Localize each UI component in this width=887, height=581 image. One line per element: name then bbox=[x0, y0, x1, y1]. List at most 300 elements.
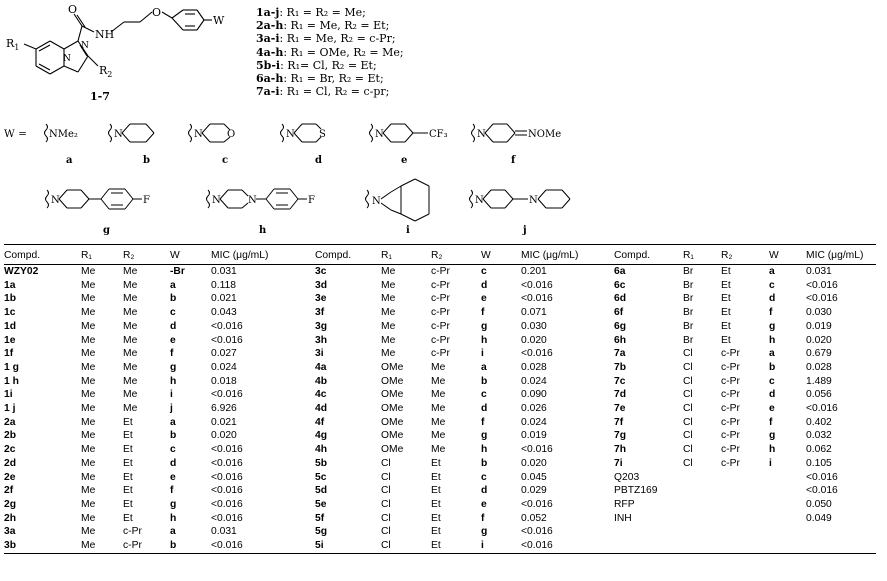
table-row bbox=[4, 416, 876, 430]
substituent-c-atom: O bbox=[227, 129, 236, 140]
table-cell bbox=[614, 539, 683, 553]
r1-label: $R_1$ bbox=[6, 37, 20, 52]
table-cell: 6f bbox=[614, 307, 624, 319]
table-cell: 4b bbox=[315, 375, 328, 387]
table-cell: Cl bbox=[381, 471, 391, 483]
table-cell: 0.026 bbox=[521, 403, 547, 415]
table-cell: 0.050 bbox=[806, 498, 832, 510]
table-body bbox=[4, 265, 876, 554]
table-cell: Et bbox=[123, 512, 133, 524]
table-row bbox=[4, 375, 876, 389]
table-row bbox=[4, 484, 876, 498]
table-cell: 7h bbox=[614, 444, 627, 456]
table-cell: g bbox=[170, 361, 177, 373]
column-header: MIC (μg/mL) bbox=[211, 249, 269, 261]
table-cell: Me bbox=[81, 293, 96, 305]
table-cell: Et bbox=[721, 266, 731, 277]
carbonyl-o-label: O bbox=[68, 3, 78, 16]
table-cell: Me bbox=[81, 334, 96, 346]
table-cell: <0.016 bbox=[211, 512, 243, 524]
substituent-e-n: N bbox=[375, 129, 384, 140]
table-cell: 4g bbox=[315, 430, 328, 442]
table-cell: c-Pr bbox=[431, 320, 450, 332]
column-header: W bbox=[769, 249, 779, 261]
table-cell: 4f bbox=[315, 416, 325, 428]
table-cell: <0.016 bbox=[806, 485, 838, 497]
table-cell: f bbox=[769, 416, 773, 428]
table-cell: 0.024 bbox=[211, 361, 237, 373]
mic-table-container bbox=[4, 244, 876, 554]
table-cell: Me bbox=[381, 320, 396, 332]
table-cell: Et bbox=[431, 457, 441, 469]
table-cell: 1f bbox=[4, 348, 14, 360]
table-cell: Me bbox=[81, 416, 96, 428]
table-cell: Et bbox=[431, 526, 441, 538]
table-row bbox=[4, 265, 876, 279]
table-cell: b bbox=[769, 361, 776, 373]
table-cell: 0.028 bbox=[521, 361, 547, 373]
table-cell: 0.043 bbox=[211, 307, 237, 319]
table-cell: c bbox=[769, 279, 775, 291]
table-cell: Me bbox=[123, 334, 138, 346]
table-cell: Me bbox=[123, 348, 138, 360]
table-cell: Me bbox=[81, 512, 96, 524]
table-cell: OMe bbox=[381, 403, 404, 415]
table-cell: 3g bbox=[315, 320, 328, 332]
table-cell: 0.019 bbox=[521, 430, 547, 442]
table-row bbox=[4, 525, 876, 539]
table-cell: <0.016 bbox=[211, 389, 243, 401]
table-cell: c bbox=[481, 471, 487, 483]
table-cell: h bbox=[481, 334, 488, 346]
table-cell: Et bbox=[123, 471, 133, 483]
substituent-i-atom: N bbox=[372, 196, 381, 207]
table-cell: d bbox=[170, 457, 177, 469]
table-cell: c-Pr bbox=[431, 266, 450, 277]
table-cell: e bbox=[481, 498, 487, 510]
table-cell: c-Pr bbox=[721, 444, 740, 456]
table-cell: h bbox=[769, 334, 776, 346]
table-cell: Et bbox=[721, 320, 731, 332]
table-cell: 0.090 bbox=[521, 389, 547, 401]
table-cell: <0.016 bbox=[211, 471, 243, 483]
table-cell bbox=[769, 471, 806, 485]
series-definition-3: 3a-i: R₁ = Me, R₂ = c-Pr; bbox=[256, 32, 396, 46]
table-cell: 4a bbox=[315, 361, 327, 373]
table-cell: e bbox=[481, 293, 487, 305]
table-cell: Me bbox=[381, 279, 396, 291]
table-cell: Cl bbox=[683, 430, 693, 442]
table-cell: 0.032 bbox=[806, 430, 832, 442]
table-cell: 2c bbox=[4, 444, 16, 456]
substituent-d-letter: d bbox=[315, 155, 322, 166]
table-cell: <0.016 bbox=[211, 320, 243, 332]
table-cell: 7e bbox=[614, 403, 626, 415]
table-cell: Me bbox=[123, 307, 138, 319]
table-cell: <0.016 bbox=[211, 498, 243, 510]
table-cell: 1 j bbox=[4, 403, 16, 415]
table-cell: <0.016 bbox=[806, 403, 838, 415]
table-row bbox=[4, 443, 876, 457]
table-cell: e bbox=[769, 403, 775, 415]
substituent-e-group: CF₃ bbox=[429, 129, 448, 140]
series-definition-6: 6a-h: R₁ = Br, R₂ = Et; bbox=[256, 72, 384, 86]
table-cell: Me bbox=[123, 375, 138, 387]
table-row bbox=[4, 498, 876, 512]
table-cell: Br bbox=[683, 266, 694, 277]
table-cell: f bbox=[481, 416, 485, 428]
table-cell: Me bbox=[81, 471, 96, 483]
table-cell: Me bbox=[431, 389, 446, 401]
table-cell: 4h bbox=[315, 444, 328, 456]
column-header: R₂ bbox=[431, 249, 443, 261]
table-cell: 0.030 bbox=[806, 307, 832, 319]
table-cell: Br bbox=[683, 279, 694, 291]
table-cell: 1.489 bbox=[806, 375, 832, 387]
substituent-h-atom: F bbox=[308, 195, 315, 206]
table-cell: i bbox=[481, 348, 484, 360]
substituent-structures bbox=[45, 124, 571, 221]
table-cell: <0.016 bbox=[211, 444, 243, 456]
table-cell: OMe bbox=[381, 375, 404, 387]
table-row bbox=[4, 292, 876, 306]
n-imidazole-label: N bbox=[81, 41, 89, 51]
table-cell bbox=[769, 539, 806, 553]
table-row bbox=[4, 361, 876, 375]
table-cell: 1c bbox=[4, 307, 16, 319]
table-cell: Me bbox=[81, 320, 96, 332]
table-cell: b bbox=[481, 457, 488, 469]
table-cell: g bbox=[170, 498, 177, 510]
table-cell: 6h bbox=[614, 334, 627, 346]
table-header-row bbox=[4, 245, 876, 265]
substituent-g-n: N bbox=[51, 195, 60, 206]
table-cell: 3f bbox=[315, 307, 325, 319]
table-cell: c bbox=[769, 375, 775, 387]
column-header: W bbox=[170, 249, 180, 261]
table-cell: 2a bbox=[4, 416, 16, 428]
table-row bbox=[4, 306, 876, 320]
table-cell bbox=[769, 498, 806, 512]
table-cell: 0.201 bbox=[521, 266, 547, 277]
table-cell: i bbox=[170, 389, 173, 401]
table-cell: 1a bbox=[4, 279, 16, 291]
table-cell: Et bbox=[123, 416, 133, 428]
table-cell: c-Pr bbox=[721, 416, 740, 428]
table-cell: c-Pr bbox=[721, 348, 740, 360]
table-cell: 0.021 bbox=[211, 293, 237, 305]
table-cell: OMe bbox=[381, 444, 404, 456]
table-cell: Br bbox=[683, 320, 694, 332]
table-cell: i bbox=[481, 540, 484, 552]
table-cell: 0.118 bbox=[211, 279, 237, 291]
table-cell: INH bbox=[614, 512, 632, 524]
column-header: R₁ bbox=[683, 249, 694, 261]
table-cell: h bbox=[481, 444, 488, 456]
column-header: W bbox=[481, 249, 491, 261]
table-cell: Me bbox=[381, 293, 396, 305]
table-cell: Me bbox=[381, 307, 396, 319]
table-cell: 3i bbox=[315, 348, 324, 360]
table-cell bbox=[721, 471, 769, 485]
column-header: R₁ bbox=[381, 249, 392, 261]
substituent-f-n: N bbox=[477, 129, 486, 140]
table-cell: Me bbox=[81, 348, 96, 360]
table-cell: 3e bbox=[315, 293, 327, 305]
table-cell: h bbox=[170, 375, 177, 387]
table-cell: Me bbox=[431, 444, 446, 456]
table-cell: Me bbox=[123, 389, 138, 401]
series-definition-5: 5b-i: R₁= Cl, R₂ = Et; bbox=[256, 58, 377, 72]
table-cell: Me bbox=[81, 279, 96, 291]
table-cell: <0.016 bbox=[521, 444, 553, 456]
table-cell: Et bbox=[431, 540, 441, 552]
table-cell: Et bbox=[721, 279, 731, 291]
table-cell: e bbox=[170, 471, 176, 483]
table-cell: b bbox=[481, 375, 488, 387]
table-cell: 0.062 bbox=[806, 444, 832, 456]
table-cell: g bbox=[769, 320, 776, 332]
table-cell: 0.020 bbox=[806, 334, 832, 346]
table-cell: 1i bbox=[4, 389, 13, 401]
table-cell: g bbox=[481, 320, 488, 332]
table-cell: Me bbox=[431, 403, 446, 415]
substituent-f-group: NOMe bbox=[528, 129, 562, 140]
table-cell: OMe bbox=[381, 430, 404, 442]
table-cell: 0.020 bbox=[521, 457, 547, 469]
table-row bbox=[4, 347, 876, 361]
table-cell: <0.016 bbox=[211, 457, 243, 469]
table-cell: Q203 bbox=[614, 471, 640, 483]
substituent-h-n2: N bbox=[248, 195, 257, 206]
table-cell: 2f bbox=[4, 485, 14, 497]
table-cell: OMe bbox=[381, 389, 404, 401]
column-header: MIC (μg/mL) bbox=[806, 249, 864, 261]
table-cell: 2b bbox=[4, 430, 17, 442]
series-definitions bbox=[256, 6, 404, 98]
table-cell: -Br bbox=[170, 266, 185, 277]
table-cell: d bbox=[769, 389, 776, 401]
table-cell bbox=[769, 525, 806, 539]
table-cell: a bbox=[481, 361, 487, 373]
table-cell: Me bbox=[81, 307, 96, 319]
series-definition-1: 1a-j: R₁ = R₂ = Me; bbox=[256, 6, 366, 19]
table-cell: Cl bbox=[381, 540, 391, 552]
table-cell: 0.024 bbox=[521, 375, 547, 387]
table-cell: a bbox=[769, 348, 775, 360]
column-header: R₂ bbox=[721, 249, 733, 261]
table-cell: 0.031 bbox=[211, 526, 237, 538]
table-cell: 0.049 bbox=[806, 512, 832, 524]
table-cell: Me bbox=[431, 416, 446, 428]
table-cell: 7d bbox=[614, 389, 627, 401]
table-cell: 5g bbox=[315, 526, 328, 538]
table-cell: WZY02 bbox=[4, 266, 39, 277]
table-cell: OMe bbox=[381, 361, 404, 373]
table-cell: 7g bbox=[614, 430, 627, 442]
structure-scheme bbox=[0, 0, 887, 245]
table-cell: c-Pr bbox=[123, 526, 142, 538]
table-cell: Me bbox=[431, 361, 446, 373]
substituent-d-atom: S bbox=[319, 129, 326, 140]
table-cell: Me bbox=[431, 430, 446, 442]
table-cell: b bbox=[170, 430, 177, 442]
table-cell: 0.031 bbox=[806, 266, 832, 277]
table-row bbox=[4, 334, 876, 348]
table-row bbox=[4, 471, 876, 485]
table-cell: 0.018 bbox=[211, 375, 237, 387]
table-cell: g bbox=[481, 526, 488, 538]
table-cell: Et bbox=[123, 498, 133, 510]
table-cell: Me bbox=[123, 361, 138, 373]
table-cell: Cl bbox=[381, 498, 391, 510]
table-cell: 1b bbox=[4, 293, 17, 305]
substituent-f-letter: f bbox=[511, 155, 516, 166]
table-cell: Et bbox=[123, 485, 133, 497]
table-cell: <0.016 bbox=[806, 293, 838, 305]
table-cell: Me bbox=[123, 320, 138, 332]
table-cell bbox=[683, 471, 721, 485]
compound-range-label: 1-7 bbox=[90, 90, 110, 103]
table-cell: 5d bbox=[315, 485, 328, 497]
table-row bbox=[4, 279, 876, 293]
table-cell: <0.016 bbox=[521, 279, 553, 291]
table-cell: 0.105 bbox=[806, 457, 832, 469]
table-cell: 6d bbox=[614, 293, 627, 305]
table-cell: 2g bbox=[4, 498, 17, 510]
table-cell: b bbox=[170, 540, 177, 552]
n-bridge-label: N bbox=[63, 54, 71, 64]
table-cell: 0.056 bbox=[806, 389, 832, 401]
table-cell: e bbox=[170, 334, 176, 346]
table-cell: 0.024 bbox=[521, 416, 547, 428]
table-cell bbox=[721, 512, 769, 526]
mic-table bbox=[4, 244, 876, 554]
table-cell bbox=[721, 484, 769, 498]
table-cell: OMe bbox=[381, 416, 404, 428]
table-cell: 5i bbox=[315, 540, 324, 552]
series-definition-2: 2a-h: R₁ = Me, R₂ = Et; bbox=[256, 19, 390, 33]
table-cell: c-Pr bbox=[721, 457, 740, 469]
table-cell: <0.016 bbox=[521, 293, 553, 305]
table-cell: <0.016 bbox=[521, 540, 553, 552]
table-cell bbox=[769, 512, 806, 526]
table-cell: Me bbox=[81, 375, 96, 387]
w-label: W bbox=[213, 14, 225, 27]
substituent-g-letter: g bbox=[103, 225, 110, 236]
table-cell: Me bbox=[81, 430, 96, 442]
table-cell: h bbox=[170, 512, 177, 524]
table-cell: 3a bbox=[4, 526, 16, 538]
table-cell: <0.016 bbox=[211, 485, 243, 497]
table-cell bbox=[614, 525, 683, 539]
column-header: R₂ bbox=[123, 249, 135, 261]
table-cell: 5b bbox=[315, 457, 328, 469]
table-cell: Cl bbox=[683, 375, 693, 387]
substituent-b-atom: N bbox=[114, 129, 123, 140]
table-cell: <0.016 bbox=[521, 526, 553, 538]
table-cell bbox=[721, 525, 769, 539]
table-cell: i bbox=[769, 457, 772, 469]
table-cell: 3b bbox=[4, 540, 17, 552]
table-cell: Cl bbox=[683, 416, 693, 428]
substituent-h-letter: h bbox=[259, 225, 267, 236]
table-cell bbox=[683, 525, 721, 539]
substituent-b-letter: b bbox=[143, 155, 150, 166]
table-cell: Me bbox=[123, 266, 138, 277]
table-row bbox=[4, 512, 876, 526]
table-cell: Cl bbox=[381, 512, 391, 524]
table-cell: c bbox=[481, 266, 487, 277]
table-cell: 7c bbox=[614, 375, 626, 387]
table-cell: c bbox=[170, 307, 176, 319]
table-cell: c-Pr bbox=[721, 375, 740, 387]
table-cell: <0.016 bbox=[211, 540, 243, 552]
table-cell: Cl bbox=[683, 444, 693, 456]
table-cell: <0.016 bbox=[211, 334, 243, 346]
table-cell: Me bbox=[123, 403, 138, 415]
table-cell: Br bbox=[683, 307, 694, 319]
table-cell: PBTZ169 bbox=[614, 485, 658, 497]
table-cell: 0.029 bbox=[521, 485, 547, 497]
substituent-i-letter: i bbox=[406, 225, 410, 236]
table-cell: 0.028 bbox=[806, 361, 832, 373]
table-cell: 7f bbox=[614, 416, 624, 428]
table-row bbox=[4, 388, 876, 402]
table-cell: 2e bbox=[4, 471, 16, 483]
table-cell: Et bbox=[431, 498, 441, 510]
table-cell: Me bbox=[381, 348, 396, 360]
substituent-a-group: NMe₂ bbox=[49, 129, 78, 140]
table-cell: g bbox=[481, 430, 488, 442]
table-cell: 2h bbox=[4, 512, 17, 524]
table-cell: Cl bbox=[683, 361, 693, 373]
table-cell: Et bbox=[721, 307, 731, 319]
substituent-e-letter: e bbox=[401, 155, 408, 166]
table-cell: Et bbox=[123, 430, 133, 442]
table-cell: c-Pr bbox=[431, 293, 450, 305]
column-header: Compd. bbox=[4, 249, 41, 261]
substituent-a-letter: a bbox=[66, 155, 73, 166]
table-cell: Cl bbox=[381, 485, 391, 497]
table-cell: 3c bbox=[315, 266, 327, 277]
table-cell: h bbox=[769, 444, 776, 456]
table-cell: Et bbox=[123, 457, 133, 469]
substituent-j-letter: j bbox=[523, 225, 527, 236]
substituent-c-letter: c bbox=[222, 155, 229, 166]
table-cell: <0.016 bbox=[521, 348, 553, 360]
table-row bbox=[4, 539, 876, 553]
table-cell: f bbox=[170, 485, 174, 497]
table-cell: d bbox=[481, 279, 488, 291]
table-cell: Et bbox=[721, 293, 731, 305]
table-cell bbox=[721, 498, 769, 512]
table-cell: Cl bbox=[683, 348, 693, 360]
table-cell: c-Pr bbox=[431, 279, 450, 291]
table-cell: c-Pr bbox=[431, 348, 450, 360]
table-cell: Me bbox=[81, 457, 96, 469]
table-cell: 1d bbox=[4, 320, 17, 332]
table-cell bbox=[683, 498, 721, 512]
table-cell: 0.020 bbox=[211, 430, 237, 442]
table-cell: 0.045 bbox=[521, 471, 547, 483]
table-cell: Et bbox=[431, 485, 441, 497]
substituent-g-atom: F bbox=[143, 195, 150, 206]
series-definition-4: 4a-h: R₁ = OMe, R₂ = Me; bbox=[256, 45, 404, 59]
table-cell: c-Pr bbox=[721, 403, 740, 415]
table-cell: 0.402 bbox=[806, 416, 832, 428]
table-cell: <0.016 bbox=[806, 471, 838, 483]
